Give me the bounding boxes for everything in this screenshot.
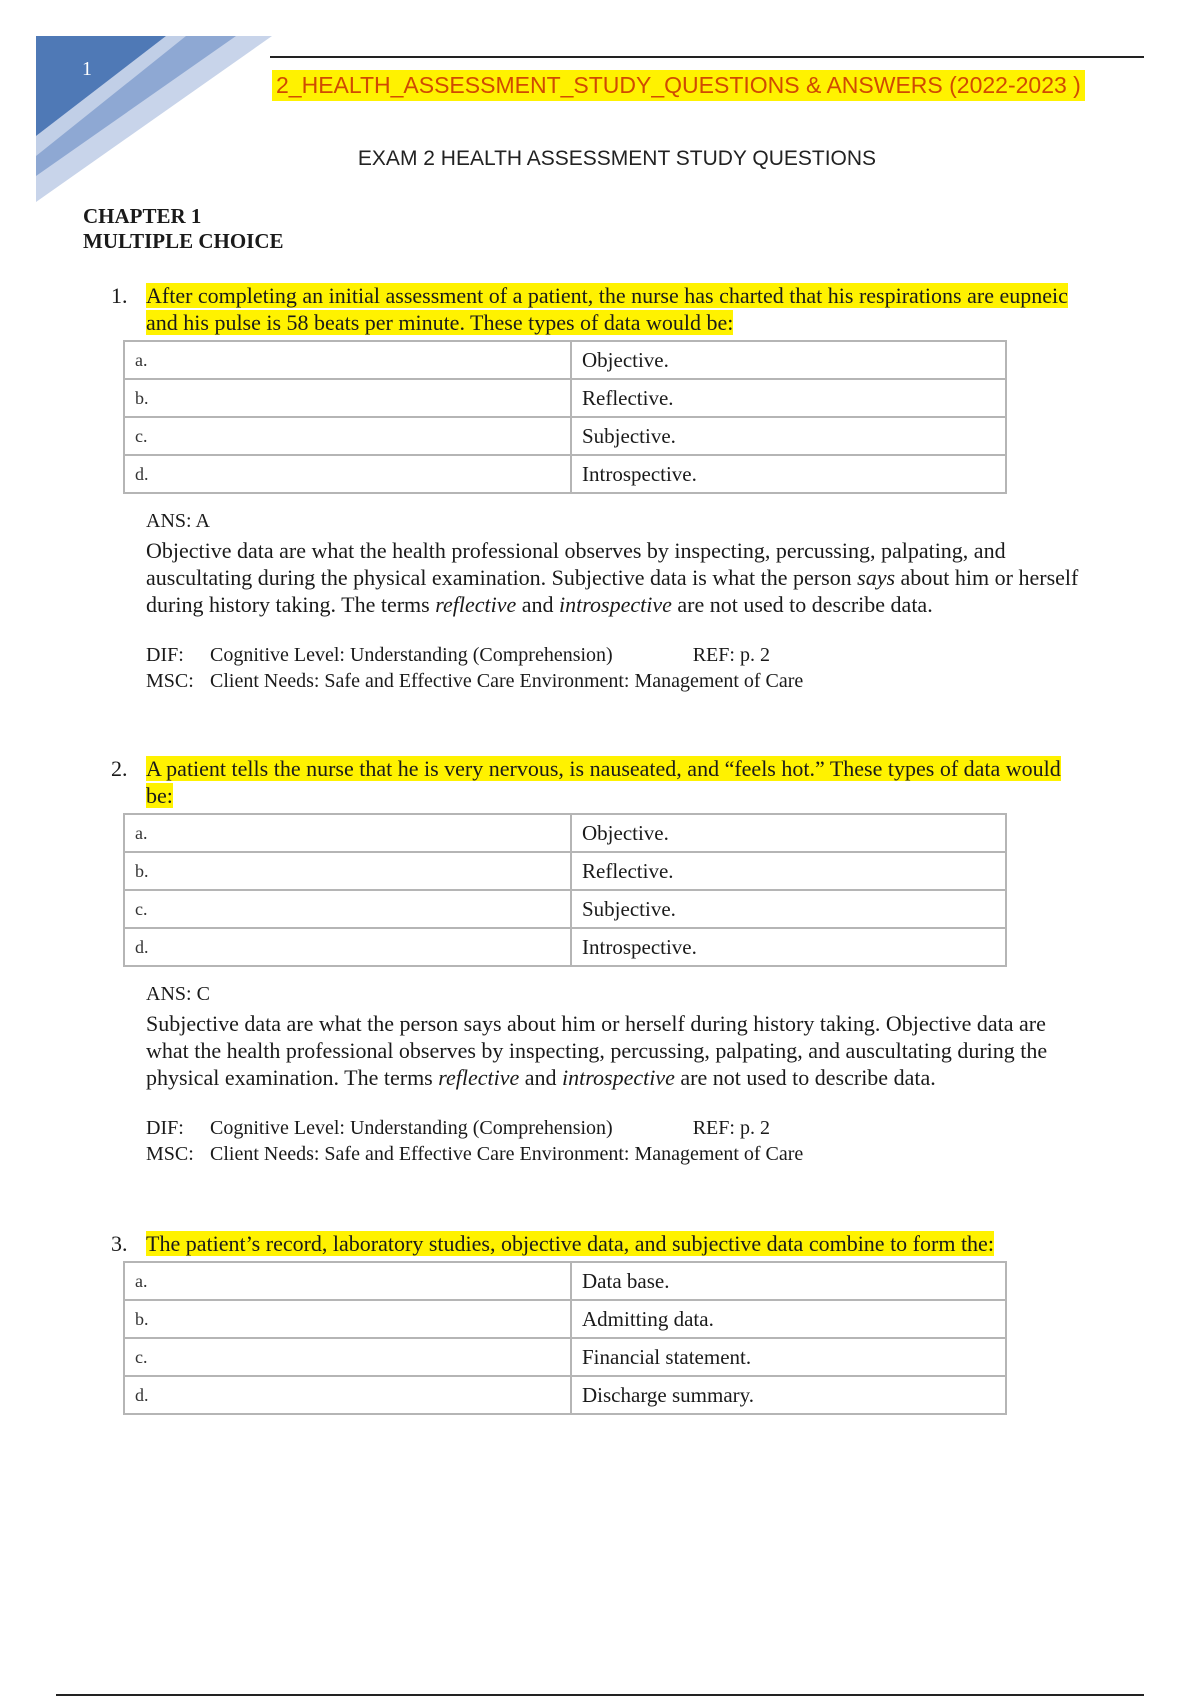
dif-label: DIF: xyxy=(146,1117,184,1139)
option-row xyxy=(124,1262,1006,1300)
option-row xyxy=(124,1376,1006,1414)
question-2 xyxy=(83,755,1083,1167)
answer-key: ANS: C xyxy=(146,983,210,1005)
option-text: Reflective. xyxy=(571,852,1006,890)
reference: REF: p. 2 xyxy=(692,1117,770,1139)
question-3 xyxy=(83,1230,1083,1415)
question-stem xyxy=(83,755,1083,809)
option-row xyxy=(124,417,1006,455)
option-row xyxy=(124,341,1006,379)
option-letter: d. xyxy=(124,455,571,493)
answer-key: ANS: A xyxy=(146,510,210,532)
question-text: A patient tells the nurse that he is very nervous, is nauseated, and “feels hot.” These types of data would be: xyxy=(146,756,1061,808)
option-text: Discharge summary. xyxy=(571,1376,1006,1414)
option-row xyxy=(124,890,1006,928)
question-number: 3. xyxy=(111,1231,128,1256)
exam-title: EXAM 2 HEALTH ASSESSMENT STUDY QUESTIONS xyxy=(357,147,877,170)
option-text: Objective. xyxy=(571,814,1006,852)
option-letter: c. xyxy=(124,890,571,928)
client-needs: Client Needs: Safe and Effective Care Environment: Management of Care xyxy=(210,670,804,692)
difficulty: Cognitive Level: Understanding (Comprehension) xyxy=(210,1117,613,1139)
msc-label: MSC: xyxy=(146,670,194,692)
msc-label: MSC: xyxy=(146,1143,194,1165)
question-text: The patient’s record, laboratory studies, objective data, and subjective data combine to form the: xyxy=(146,1231,994,1256)
option-letter: b. xyxy=(124,852,571,890)
option-text: Subjective. xyxy=(571,417,1006,455)
option-text: Subjective. xyxy=(571,890,1006,928)
option-letter: c. xyxy=(124,1338,571,1376)
section-label: MULTIPLE CHOICE xyxy=(83,229,284,253)
chapter-label: CHAPTER 1 xyxy=(83,204,202,228)
option-letter: b. xyxy=(124,1300,571,1338)
question-stem xyxy=(83,282,1083,336)
question-meta xyxy=(146,1115,1086,1167)
page-number: 1 xyxy=(82,58,92,80)
option-row xyxy=(124,814,1006,852)
option-text: Objective. xyxy=(571,341,1006,379)
rationale: Objective data are what the health professional observes by inspecting, percussing, palpating, and auscultating during the physical examination. Subjective data is what the person says about him or herself during history taking. The terms reflective and introspective are not used to describe data. xyxy=(146,538,1079,617)
client-needs: Client Needs: Safe and Effective Care Environment: Management of Care xyxy=(210,1143,804,1165)
option-letter: d. xyxy=(124,1376,571,1414)
option-row xyxy=(124,928,1006,966)
option-text: Financial statement. xyxy=(571,1338,1006,1376)
option-letter: a. xyxy=(124,814,571,852)
option-letter: a. xyxy=(124,1262,571,1300)
chapter-heading xyxy=(83,204,284,254)
options-table xyxy=(123,340,1007,494)
question-number: 2. xyxy=(111,756,128,781)
rationale: Subjective data are what the person says about him or herself during history taking. Objective data are what the health professional observes by inspecting, percussing, palpating, and auscultating during the physical examination. The terms reflective and introspective are not used to describe data. xyxy=(146,1011,1048,1090)
difficulty: Cognitive Level: Understanding (Comprehension) xyxy=(210,644,613,666)
option-row xyxy=(124,1338,1006,1376)
option-text: Admitting data. xyxy=(571,1300,1006,1338)
option-letter: d. xyxy=(124,928,571,966)
question-number: 1. xyxy=(111,283,128,308)
options-table xyxy=(123,1261,1007,1415)
question-text: After completing an initial assessment of a patient, the nurse has charted that his respirations are eupneic and his pulse is 58 beats per minute. These types of data would be: xyxy=(146,283,1068,335)
option-row xyxy=(124,455,1006,493)
option-row xyxy=(124,852,1006,890)
bottom-rule xyxy=(56,1694,1144,1696)
option-text: Reflective. xyxy=(571,379,1006,417)
reference: REF: p. 2 xyxy=(692,644,770,666)
option-text: Data base. xyxy=(571,1262,1006,1300)
question-1 xyxy=(83,282,1083,694)
top-rule xyxy=(270,56,1144,58)
option-text: Introspective. xyxy=(571,455,1006,493)
option-letter: a. xyxy=(124,341,571,379)
option-text: Introspective. xyxy=(571,928,1006,966)
option-row xyxy=(124,1300,1006,1338)
question-stem xyxy=(83,1230,1083,1257)
dif-label: DIF: xyxy=(146,644,184,666)
document-header-title: 2_HEALTH_ASSESSMENT_STUDY_QUESTIONS & ANSWERS (2022-2023 ) xyxy=(272,70,1085,101)
options-table xyxy=(123,813,1007,967)
option-letter: c. xyxy=(124,417,571,455)
option-letter: b. xyxy=(124,379,571,417)
corner-decoration xyxy=(36,36,276,202)
option-row xyxy=(124,379,1006,417)
question-meta xyxy=(146,642,1086,694)
